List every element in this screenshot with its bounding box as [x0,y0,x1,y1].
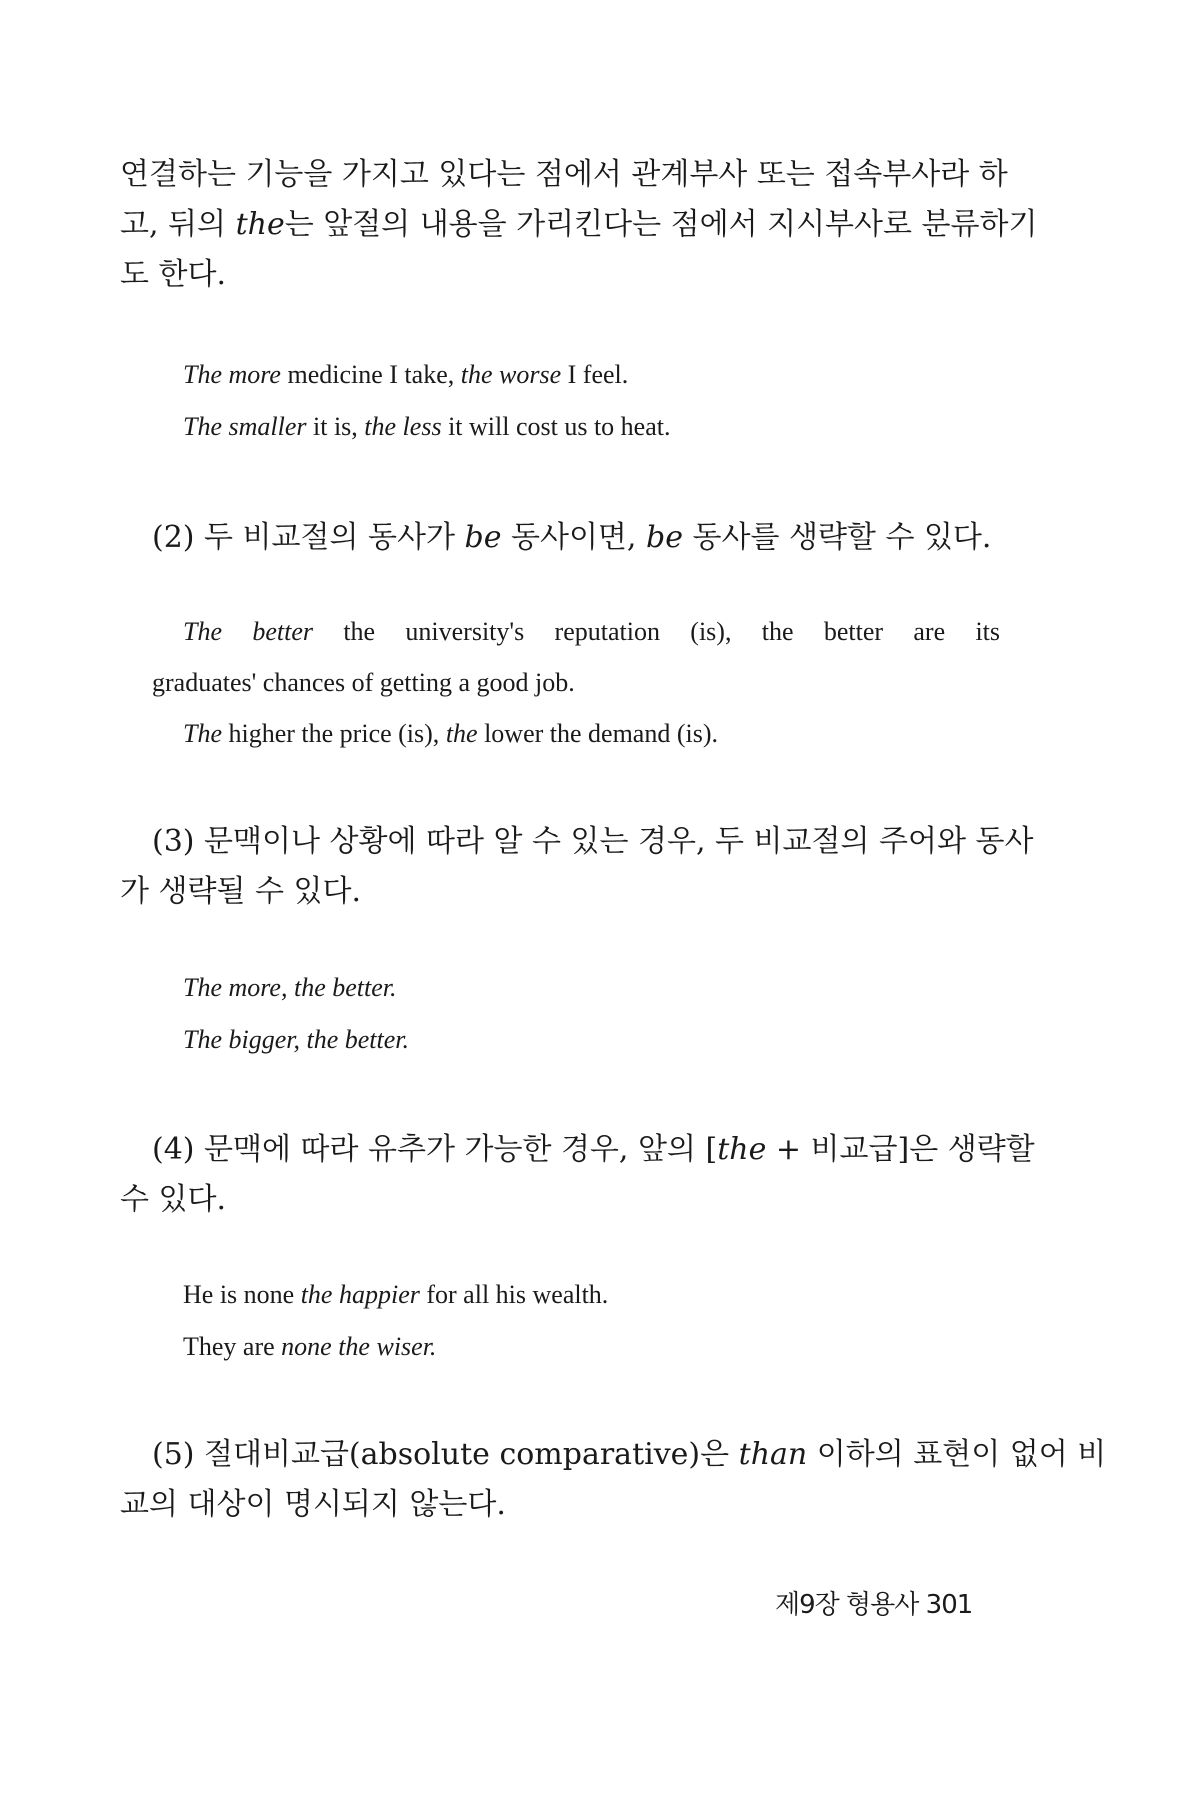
example-4-2 [183,1332,436,1362]
example-4-1-text-a: He is none [183,1280,301,1309]
example-1-2 [183,412,670,442]
section-5-text-a: (5) 절대비교급(absolute comparative)은 [152,1437,739,1472]
example-4-2-italic: none the wiser. [281,1332,437,1361]
section-4-heading [120,1125,1035,1225]
page-footer [775,1584,972,1621]
section-4-line-2: 수 있다. [120,1182,227,1217]
section-2-be-1: be [464,520,502,555]
section-3-line-1: (3) 문맥이나 상황에 따라 알 수 있는 경우, 두 비교절의 주어와 동사 [152,824,1034,859]
example-3-2 [183,1025,409,1055]
example-2-2-text-b: lower the demand (is). [477,719,719,748]
example-1-1-text-a: medicine I take, [280,360,461,389]
intro-line-1: 연결하는 기능을 가지고 있다는 점에서 관계부사 또는 접속부사라 하 [120,157,1008,192]
section-2-heading [152,512,991,556]
intro-paragraph [120,150,1038,300]
section-5-than: than [738,1437,808,1472]
example-3-2-text: The bigger, the better. [183,1025,410,1054]
example-2-2 [183,719,718,749]
page-number: 301 [925,1590,973,1620]
example-2-1-better: better [252,617,313,646]
example-2-1 [183,617,1000,647]
section-2-text-b: 동사이면, [501,520,646,555]
example-2-2-the-2: the [445,719,478,748]
example-3-1-text: The more, the better. [183,973,397,1002]
section-5-text-b: 이하의 표현이 없어 비 [807,1437,1107,1472]
example-2-2-text-a: higher the price (is), [222,719,446,748]
example-1-1-text-b: I feel. [561,360,629,389]
example-2-2-the-1: The [183,719,222,748]
intro-line-2-text-b: 는 앞절의 내용을 가리킨다는 점에서 지시부사로 분류하기 [284,207,1038,242]
example-1-2-italic-a: The smaller [183,412,307,441]
example-4-1 [183,1280,608,1310]
section-4-text-a: (4) 문맥에 따라 유추가 가능한 경우, 앞의 [ [152,1132,718,1167]
example-4-1-text-b: for all his wealth. [419,1280,609,1309]
section-3-line-2: 가 생략될 수 있다. [120,874,362,909]
section-4-text-b: + 비교급]은 생략할 [766,1132,1035,1167]
section-2-text-c: 동사를 생략할 수 있다. [682,520,992,555]
example-2-1-continued: graduates' chances of getting a good job. [152,668,575,697]
section-5-heading [120,1430,1107,1530]
example-1-1 [183,360,628,390]
intro-line-2-text-a: 고, 뒤의 [120,207,236,242]
example-1-2-text-a: it is, [306,412,365,441]
example-1-2-italic-b: the less [364,412,442,441]
example-1-2-text-b: it will cost us to heat. [441,412,671,441]
intro-line-2 [120,200,1038,250]
example-4-2-text: They are [183,1332,282,1361]
section-2-text-a: (2) 두 비교절의 동사가 [152,520,465,555]
example-2-1-text: the university's reputation (is), the better are its [313,617,1001,646]
section-4-line-1 [120,1125,1035,1175]
section-5-line-1 [120,1430,1107,1480]
example-1-1-italic-a: The more [183,360,281,389]
example-1-1-italic-b: the worse [460,360,562,389]
example-4-1-italic: the happier [300,1280,420,1309]
example-3-1 [183,973,397,1003]
intro-line-3: 도 한다. [120,257,227,292]
example-2-1-the: The [183,617,222,646]
section-2-be-2: be [645,520,683,555]
section-4-the: the [717,1132,767,1167]
chapter-title: 제9장 형용사 [775,1590,919,1620]
section-3-heading [120,817,1034,917]
section-5-line-2: 교의 대상이 명시되지 않는다. [120,1487,506,1522]
intro-line-2-the: the [235,207,285,242]
